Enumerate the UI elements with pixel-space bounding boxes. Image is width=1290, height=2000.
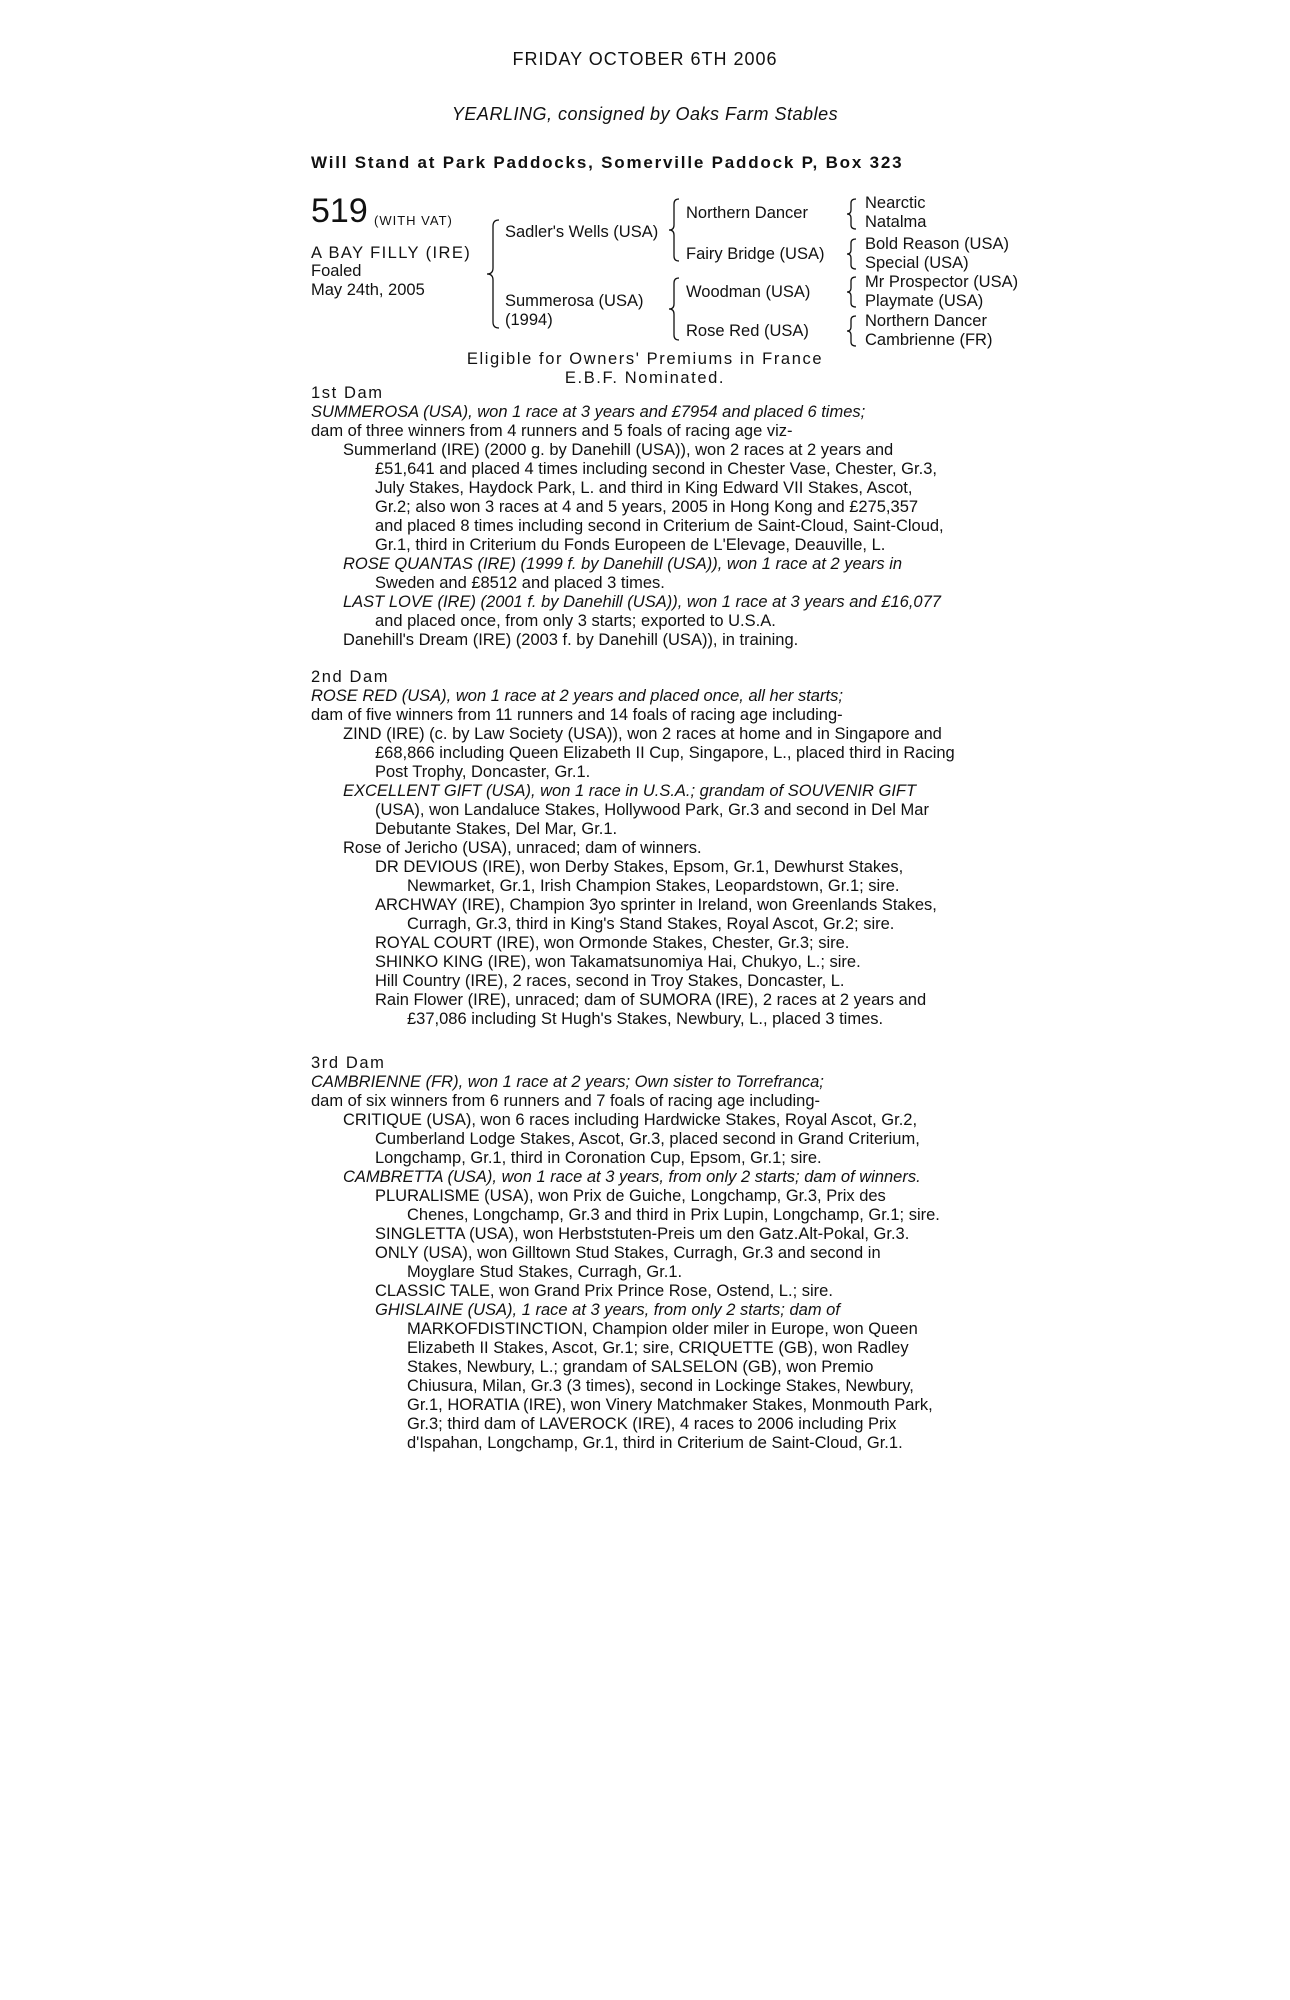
pedigree-note-line: PLURALISME (USA), won Prix de Guiche, Longchamp, Gr.3, Prix des [375,1187,886,1205]
dds: Northern Dancer [865,312,987,330]
pedigree-note-line: CAMBRIENNE (FR), won 1 race at 2 years; Own sister to Torrefranca; [311,1073,824,1091]
pedigree-note-line: LAST LOVE (IRE) (2001 f. by Danehill (USA)), won 1 race at 3 years and £16,077 [343,593,941,611]
pedigree-note-line: Stakes, Newbury, L.; grandam of SALSELON (GB), won Premio [407,1358,874,1376]
pedigree-note-line: EXCELLENT GIFT (USA), won 1 race in U.S.A.; grandam of SOUVENIR GIFT [343,782,917,800]
vat-note: (WITH VAT) [374,213,453,228]
pedigree-note-line: and placed 8 times including second in Criterium de Saint-Cloud, Saint-Cloud, [375,517,944,535]
pedigree-note-line: Newmarket, Gr.1, Irish Champion Stakes, Leopardstown, Gr.1; sire. [407,877,900,895]
pedigree-note-line: Summerland (IRE) (2000 g. by Danehill (USA)), won 2 races at 2 years and [343,441,894,459]
dss: Mr Prospector (USA) [865,273,1019,291]
pedigree-note-line: Moyglare Stud Stakes, Curragh, Gr.1. [407,1263,683,1281]
pedigree-note-line: SUMMEROSA (USA), won 1 race at 3 years and £7954 and placed 6 times; [311,403,866,421]
pedigree-brace-sire [666,197,682,263]
pedigree-note-line: CLASSIC TALE, won Grand Prix Prince Rose, Ostend, L.; sire. [375,1282,833,1300]
pedigree-note-line: Chiusura, Milan, Gr.3 (3 times), second in Lockinge Stakes, Newbury, [407,1377,914,1395]
pedigree-note-line: CRITIQUE (USA), won 6 races including Hardwicke Stakes, Royal Ascot, Gr.2, [343,1111,918,1129]
sire: Sadler's Wells (USA) [505,223,659,241]
pedigree-note-line: ROSE RED (USA), won 1 race at 2 years and placed once, all her starts; [311,687,843,705]
pedigree-note-line: dam of six winners from 6 runners and 7 foals of racing age including- [311,1092,821,1110]
pedigree-note-line: Gr.1, HORATIA (IRE), won Vinery Matchmaker Stakes, Monmouth Park, [407,1396,933,1414]
foaled-date: May 24th, 2005 [311,281,425,299]
ssd: Natalma [865,213,927,231]
pedigree-note-line: Gr.3; third dam of LAVEROCK (IRE), 4 races to 2006 including Prix [407,1415,897,1433]
dsd: Playmate (USA) [865,292,984,310]
dam-dam: Rose Red (USA) [686,322,809,340]
pedigree-note-line: SHINKO KING (IRE), won Takamatsunomiya Hai, Chukyo, L.; sire. [375,953,861,971]
pedigree-note-line: MARKOFDISTINCTION, Champion older miler in Europe, won Queen [407,1320,918,1338]
sss: Nearctic [865,194,926,212]
pedigree-note-line: £37,086 including St Hugh's Stakes, Newbury, L., placed 3 times. [407,1010,884,1028]
pedigree-note-line: Post Trophy, Doncaster, Gr.1. [375,763,591,781]
pedigree-note-line: dam of five winners from 11 runners and 14 foals of racing age including- [311,706,843,724]
stabling-location: Will Stand at Park Paddocks, Somerville Paddock P, Box 323 [311,153,904,172]
pedigree-note-line: GHISLAINE (USA), 1 race at 3 years, from only 2 starts; dam of [375,1301,840,1319]
eligibility-line1: Eligible for Owners' Premiums in France [466,350,824,368]
pedigree-note-line: (USA), won Landaluce Stakes, Hollywood Park, Gr.3 and second in Del Mar [375,801,929,819]
pedigree-note-line: d'Ispahan, Longchamp, Gr.1, third in Criterium de Saint-Cloud, Gr.1. [407,1434,903,1452]
ddd: Cambrienne (FR) [865,331,993,349]
pedigree-note-line: Danehill's Dream (IRE) (2003 f. by Danehill (USA)), in training. [343,631,799,649]
pedigree-note-line: dam of three winners from 4 runners and 5 foals of racing age viz- [311,422,793,440]
pedigree-note-line: ZIND (IRE) (c. by Law Society (USA)), won 2 races at home and in Singapore and [343,725,942,743]
pedigree-note-line: £51,641 and placed 4 times including second in Chester Vase, Chester, Gr.3, [375,460,937,478]
dam: Summerosa (USA) [505,292,644,310]
pedigree-note-line: Gr.2; also won 3 races at 4 and 5 years, 2005 in Hong Kong and £275,357 [375,498,919,516]
dam-year: (1994) [505,311,553,329]
pedigree-note-line: Curragh, Gr.3, third in King's Stand Stakes, Royal Ascot, Gr.2; sire. [407,915,895,933]
lot-name: A BAY FILLY (IRE) [311,244,472,262]
pedigree-note-line: ROSE QUANTAS (IRE) (1999 f. by Danehill (USA)), won 1 race at 2 years in [343,555,903,573]
foaled-label: Foaled [311,262,362,280]
sale-date: FRIDAY OCTOBER 6TH 2006 [512,49,778,69]
pedigree-note-line: ROYAL COURT (IRE), won Ormonde Stakes, Chester, Gr.3; sire. [375,934,850,952]
pedigree-note-line: Elizabeth II Stakes, Ascot, Gr.1; sire, CRIQUETTE (GB), won Radley [407,1339,909,1357]
pedigree-note-line: Hill Country (IRE), 2 races, second in Troy Stakes, Doncaster, L. [375,972,845,990]
dam-sire: Woodman (USA) [686,283,811,301]
dam-heading: 2nd Dam [311,668,390,686]
pedigree-note-line: ONLY (USA), won Gilltown Stud Stakes, Curragh, Gr.3 and second in [375,1244,881,1262]
pedigree-note-line: ARCHWAY (IRE), Champion 3yo sprinter in Ireland, won Greenlands Stakes, [375,896,937,914]
pedigree-note-line: CAMBRETTA (USA), won 1 race at 3 years, from only 2 starts; dam of winners. [343,1168,921,1186]
pedigree-note-line: £68,866 including Queen Elizabeth II Cup, Singapore, L., placed third in Racing [375,744,955,762]
pedigree-note-line: Cumberland Lodge Stakes, Ascot, Gr.3, placed second in Grand Criterium, [375,1130,920,1148]
pedigree-brace-main [484,218,502,330]
consignor-line: YEARLING, consigned by Oaks Farm Stables [451,104,839,124]
pedigree-note-line: Gr.1, third in Criterium du Fonds Europeen de L'Elevage, Deauville, L. [375,536,886,554]
pedigree-note-line: SINGLETTA (USA), won Herbststuten-Preis um den Gatz.Alt-Pokal, Gr.3. [375,1225,910,1243]
dam-heading: 1st Dam [311,384,384,402]
sire-dam: Fairy Bridge (USA) [686,245,825,263]
dam-heading: 3rd Dam [311,1054,386,1072]
pedigree-note-line: Sweden and £8512 and placed 3 times. [375,574,665,592]
pedigree-note-line: Chenes, Longchamp, Gr.3 and third in Prix Lupin, Longchamp, Gr.1; sire. [407,1206,940,1224]
pedigree-brace-ds [844,275,858,309]
pedigree-brace-dd [844,314,858,348]
pedigree-note-line: and placed once, from only 3 starts; exported to U.S.A. [375,612,776,630]
pedigree-note-line: Rain Flower (IRE), unraced; dam of SUMORA (IRE), 2 races at 2 years and [375,991,927,1009]
sds: Bold Reason (USA) [865,235,1009,253]
pedigree-note-line: July Stakes, Haydock Park, L. and third in King Edward VII Stakes, Ascot, [375,479,913,497]
eligibility-line2: E.B.F. Nominated. [564,369,726,387]
pedigree-brace-dam [666,276,682,342]
lot-number: 519 [311,192,368,230]
sire-sire: Northern Dancer [686,204,808,222]
pedigree-note-line: Longchamp, Gr.1, third in Coronation Cup, Epsom, Gr.1; sire. [375,1149,822,1167]
sdd: Special (USA) [865,254,969,272]
pedigree-brace-ss [844,197,858,231]
pedigree-brace-sd [844,237,858,271]
pedigree-note-line: Rose of Jericho (USA), unraced; dam of winners. [343,839,702,857]
pedigree-note-line: Debutante Stakes, Del Mar, Gr.1. [375,820,618,838]
pedigree-note-line: DR DEVIOUS (IRE), won Derby Stakes, Epsom, Gr.1, Dewhurst Stakes, [375,858,904,876]
